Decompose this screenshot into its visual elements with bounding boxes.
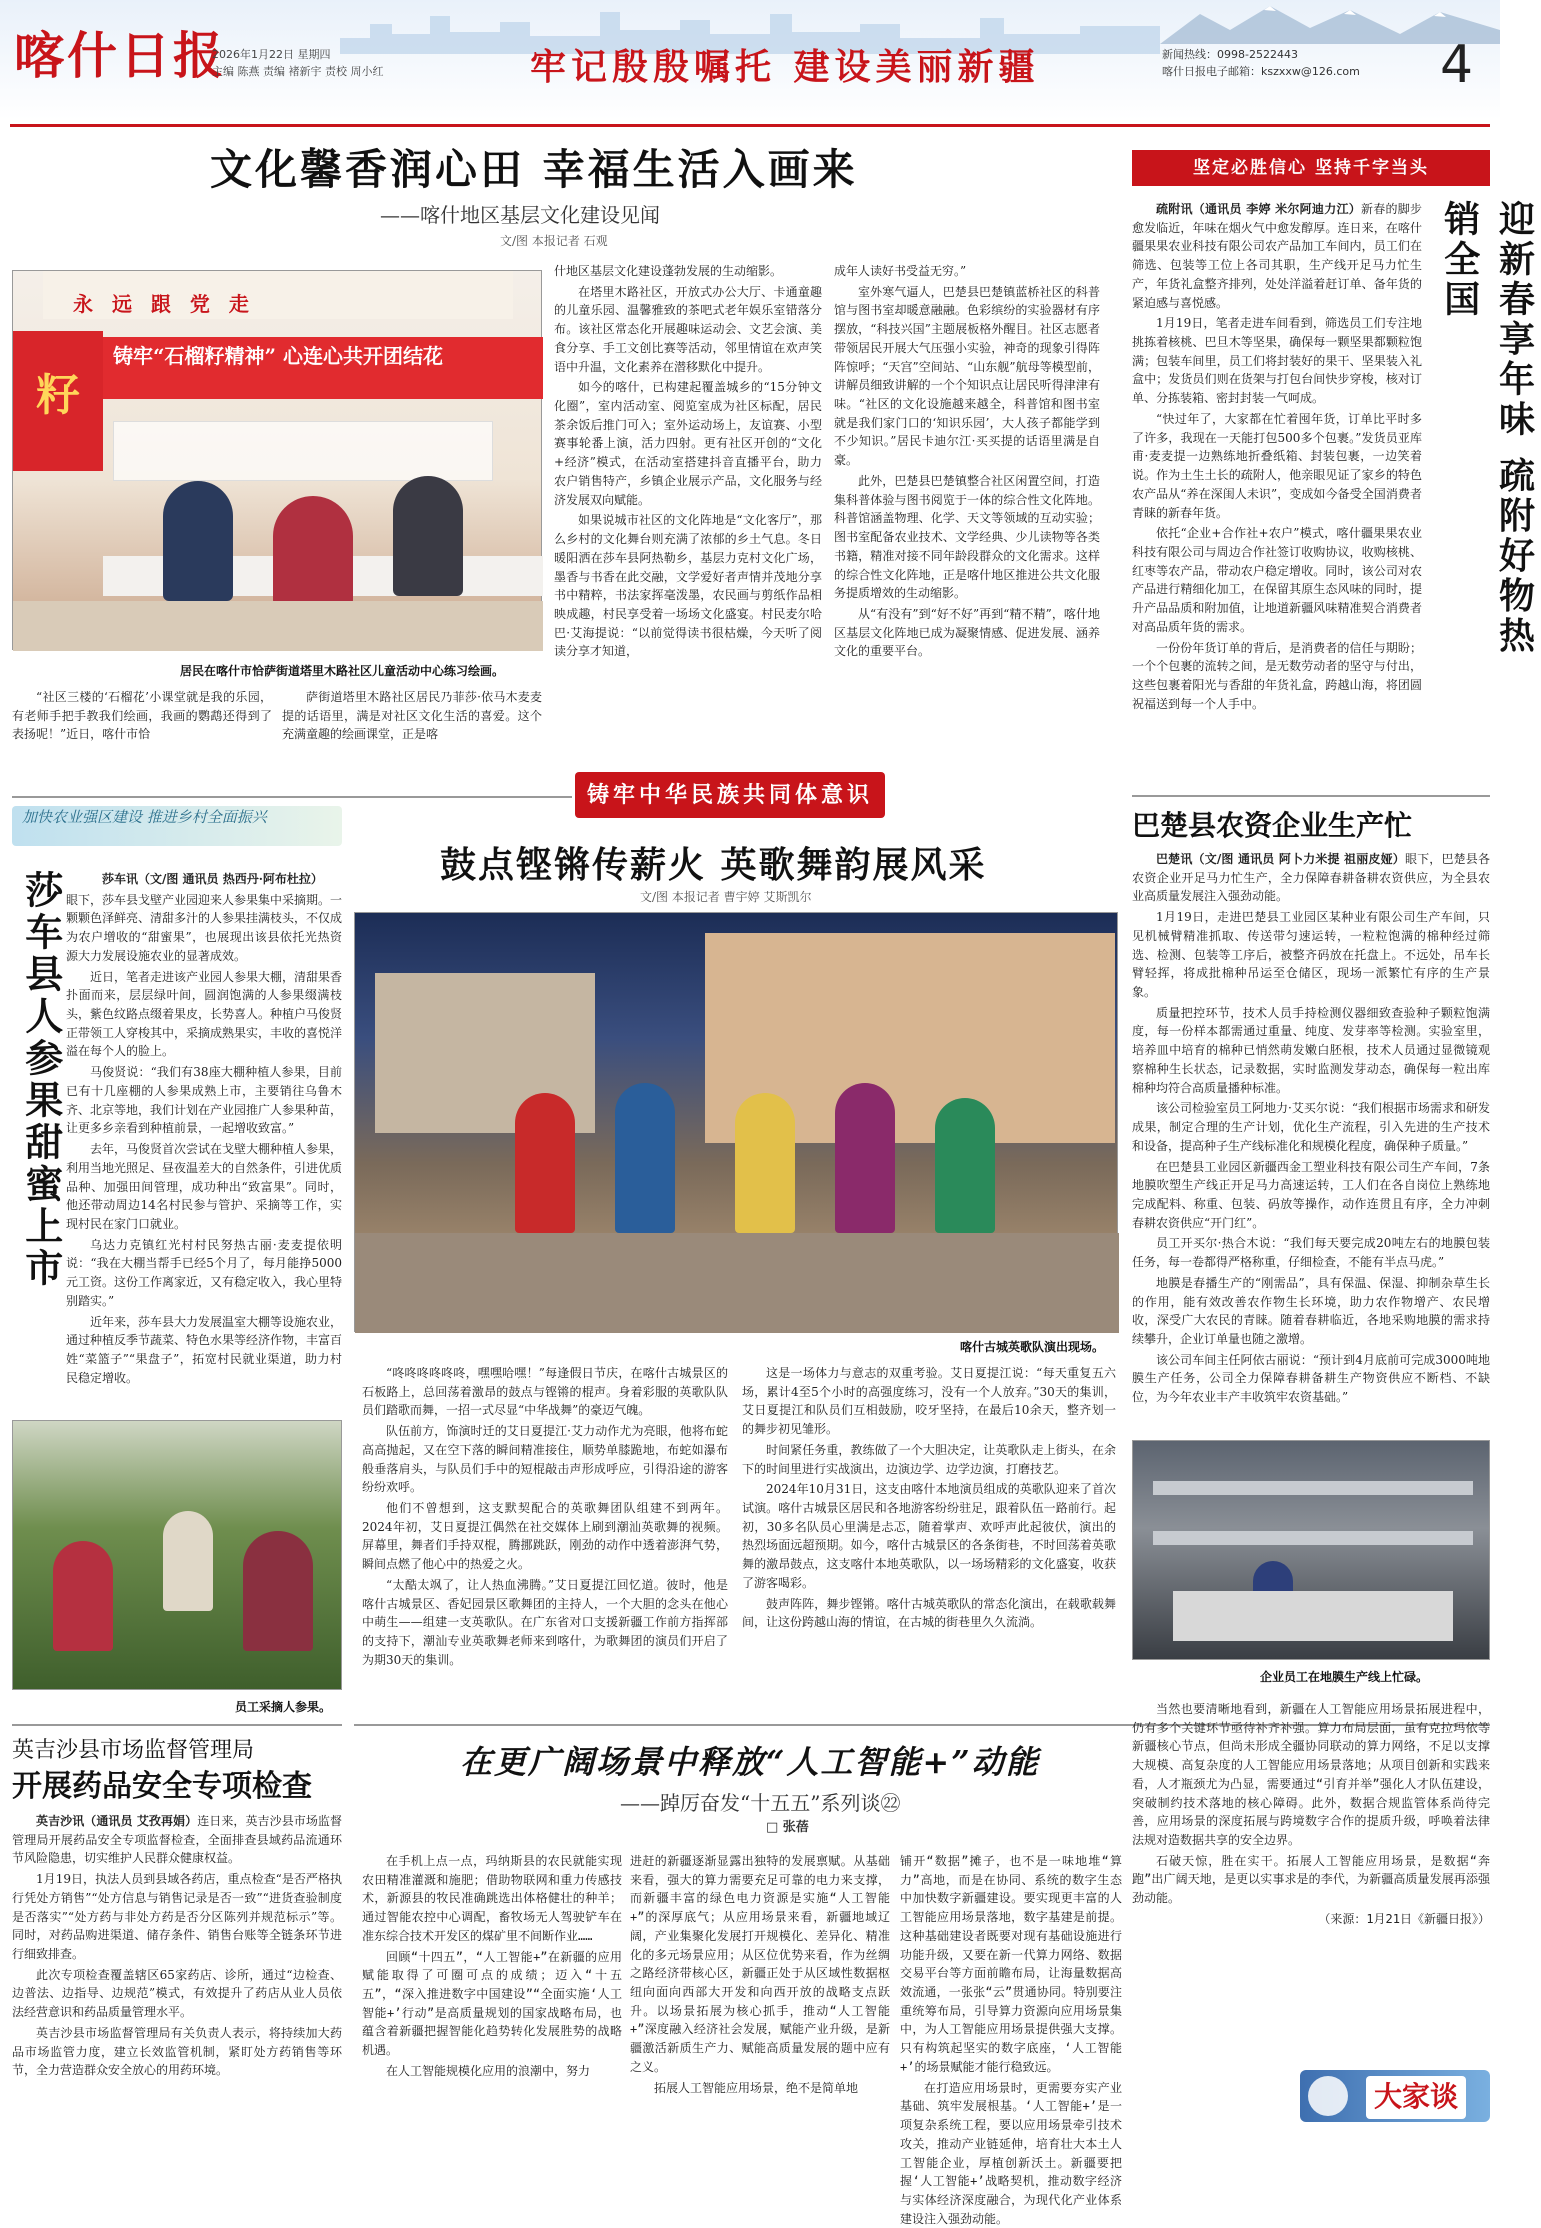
issue-date: 2026年1月22日 星期四 <box>212 48 331 61</box>
lead-subheadline: ——喀什地区基层文化建设见闻 <box>380 203 660 227</box>
header-rule <box>10 124 1490 127</box>
column-name: 大家谈 <box>1366 2076 1466 2119</box>
issue-info <box>212 46 383 80</box>
bachu-byline: 巴楚讯（文/图 通讯员 阿卜力米提 祖丽皮娅） <box>1156 852 1405 866</box>
yingjisha-headline: 开展药品安全专项检查 <box>12 1769 312 1804</box>
yingjisha-byline: 英吉沙讯（通讯员 艾孜再娟） <box>36 1814 198 1828</box>
shufu-headline: 迎新春享年味 疏附好物热销全国 <box>1438 200 1536 657</box>
bachu-article: 巴楚讯（文/图 通讯员 阿卜力米提 祖丽皮娅）眼下，巴楚县各农资企业开足马力忙生产，全力保障春耕备耕农资供应，为全县农业高质量发展注入强劲动能。 1月19日，走进巴楚县工业园区某种业有限公司生产车间，只见机械臂精准抓取、传送带匀速运转，一粒粒饱满的棉种经过筛选、检测、包装等工序后，被整齐码放在托盘上。不远处，吊车长臂轻挥，将成批棉种吊运至仓储区，现场一派繁忙有序的生产景象。 质量把控环节，技术人员手持检测仪器细致查验种子颗粒饱满度，每一份样本都需通过重量、纯度、发芽率等检测。实验室里，培养皿中培育的棉种已悄然萌发嫩白胚根，技术人员通过显微镜观察棉种生长状态，记录数据，实时监测发芽动态，确保每一粒出库棉种均符合高质量播种标准。 该公司检验室员工阿地力·艾买尔说：“我们根据市场需求和研发成果，制定合理的生产计划，优化生产流程，引入先进的生产技术和设备，提高种子生产线标准化和规模化程度，确保种子质量。” 在巴楚县工业园区新疆西金工塑业科技有限公司生产车间，7条地膜吹塑生产线正开足马力高速运转，工人们在各自岗位上熟练地完成配料、称重、包装、码放等操作，动作连贯且有序，全力冲刺春耕农资供应“开门红”。 员工开买尔·热合木说：“我们每天要完成20吨左右的地膜包装任务，每一卷都得严格称重，仔细检查，不能有半点马虎。” 地膜是春播生产的“刚需品”，具有保温、保湿、抑制杂草生长的作用，能有效改善农作物生长环境，助力农作物增产、农民增收，深受广大农民的青睐。随着春耕临近，各地采购地膜的需求持续攀升，企业订单量也随之激增。 该公司车间主任阿依古丽说：“预计到4月底前可完成3000吨地膜生产任务，公司全力保障春耕备耕生产物资供应不断档、不缺位，为今年农业丰产丰收筑牢农资基础。” <box>1132 852 1490 1405</box>
yingjisha-article: 英吉沙讯（通讯员 艾孜再娟）连日来，英吉沙县市场监督管理局开展药品安全专项监督检查，全面排查县域药品流通环节风险隐患，切实维护人民群众健康权益。 1月19日，执法人员到县域各药店，重点检查“是否严格执行凭处方销售”“处方信息与销售记录是否一致”“进货查验制度是否落实”“处方药与非处方药是否分区陈列并规范标示”等。同时，对药品购进渠道、储存条件、销售台账等全链条环节进行细致排查。 此次专项检查覆盖辖区65家药店、诊所，通过“边检查、边普法、边指导、边规范”模式，有效提升了药店从业人员依法经营意识和药品质量管理水平。 英吉沙县市场监督管理局有关负责人表示，将持续加大药品市场监管力度，建立长效监管机制，紧盯处方药销售等环节，全力营造群众安全放心的用药环境。 <box>12 1814 342 2078</box>
ai-column-1: 在手机上点一点，玛纳斯县的农民就能实现农田精准灌溉和施肥；借助物联网和重力传感技术，新源县的牧民准确跳选出体格健壮的种羊；通过智能农控中心调配，畜牧场无人驾驶铲车在准东综合技术开发区的煤矿里不间断作业…… 回顾“十四五”，“人工智能+”在新疆的应用赋能取得了可圈可点的成绩；迈入“十五五”，“深入推进数字中国建设”“全面实施‘人工智能+’行动”是高质量规划的国家战略布局，也蕴含着新疆把握智能化趋势转化发展胜势的战略机遇。 在人工智能规模化应用的浪潮中，努力 <box>362 1854 622 2078</box>
shache-article: 莎车讯（文/图 通讯员 热西丹·阿布杜拉） 眼下，莎车县戈壁产业园迎来人参果集中采摘期。一颗颗色泽鲜亮、清甜多汁的人参果挂满枝头，不仅成为农户增收的“甜蜜果”，也展现出该县依托光热资源大力发展设施农业的显著成效。 近日，笔者走进该产业园人参果大棚，清甜果香扑面而来，层层绿叶间，圆润饱满的人参果缀满枝头，紫色纹路点缀着果皮，长势喜人。种植户马俊贤正带领工人穿梭其中，采摘成熟果实，丰收的喜悦洋溢在每个人的脸上。 马俊贤说：“我们有38座大棚种植人参果，目前已有十几座棚的人参果成熟上市，主要销往乌鲁木齐、北京等地，我们计划在产业园推广人参果种苗，让更多乡亲看到种植前景，一起增收致富。” 去年，马俊贤首次尝试在戈壁大棚种植人参果，利用当地光照足、昼夜温差大的自然条件，引进优质品种、加强田间管理，成功种出“致富果”。同时，他还带动周边14名村民参与管护、采摘等工作，实现村民在家门口就业。 乌达力克镇红光村村民努热古丽·麦麦提依明说：“我在大棚当帮手已经5个月了，每月能挣5000元工资。这份工作离家近，又有稳定收入，我心里特别踏实。” 近年来，莎车县大力发展温室大棚等设施农业，通过种植反季节蔬菜、特色水果等经济作物，丰富百姓“菜篮子”“果盘子”，拓宽村民就业渠道，助力村民稳定增收。 <box>66 872 343 1385</box>
shache-headline: 莎车县人参果甜蜜上市 <box>18 870 64 1290</box>
ai-headline: 在更广阔场景中释放“人工智能+”动能 <box>460 1743 1040 1781</box>
page-number: 4 <box>1440 35 1474 95</box>
ai-column-3: 铺开“数据”摊子，也不是一味地堆“算力”高地，而是在协同、系统的数字生态中加快数字新疆建设。要实现更丰富的人工智能应用场景落地，数字基建是前提。这种基础建设者既要对现有基础设施进行功能升级，又要在新一代算力网络、数据交易平台等方面前瞻布局，让海量数据高效流通，一张张“云”贯通协同。特别要注重统筹布局，引导算力资源向应用场景集中，为人工智能应用场景提供强大支撑。只有构筑起坚实的数字底座，‘人工智能+’的场景赋能才能行稳致远。 在打造应用场景时，更需要夯实产业基础、筑牢发展根基。‘人工智能+’是一项复杂系统工程，要以应用场景牵引技术攻关，推动产业链延伸，培育壮大本土人工智能企业，厚植创新沃土。新疆要把握‘人工智能+’战略契机，推动数字经济与实体经济深度融合，为现代化产业体系建设注入强劲动能。 <box>900 1854 1122 2226</box>
lead-column-1: “社区三楼的‘石榴花’小课堂就是我的乐园，有老师手把手教我们绘画，我画的鹦鹉还得到了表扬呢！”近日，喀什市恰 <box>12 690 272 742</box>
yingge-headline: 鼓点铿锵传薪火 英歌舞韵展风采 <box>440 844 987 886</box>
yingjisha-kicker: 英吉沙县市场监督管理局 <box>12 1738 255 1763</box>
shache-byline: 莎车讯（文/图 通讯员 热西丹·阿布杜拉） <box>102 872 323 886</box>
shufu-article: 疏附讯（通讯员 李婷 米尔阿迪力江）新春的脚步愈发临近，年味在烟火气中愈发醇厚。连日来，在喀什疆果果农业科技有限公司农产品加工车间内，员工们在筛选、包装等工位上各司其职，生产线开足马力忙生产，年货礼盒整齐排列，处处洋溢着赶订单、备年货的紧迫感与喜悦感。 1月19日，笔者走进车间看到，筛选员工们专注地挑拣着核桃、巴旦木等坚果，确保每一颗坚果都颗粒饱满；包装车间里，员工们将封装好的果干、坚果装入礼盒中；发货员们则在货架与打包台间快步穿梭，核对订单、分拣装箱、密封封装一气呵成。 “快过年了，大家都在忙着囤年货，订单比平时多了许多，我现在一天能打包500多个包裹。”发货员亚库甫·麦麦提一边熟练地折叠纸箱、封装包裹，一边笑着说。作为土生土长的疏附人，他亲眼见证了家乡的特色农产品从“养在深闺人未识”，变成如今备受全国消费者青睐的新春年货。 依托“企业+合作社+农户”模式，喀什疆果果农业科技有限公司与周边合作社签订收购协议，收购核桃、红枣等农产品，带动农户稳定增收。同时，该公司对农产品进行精细化加工，在保留其原生态风味的同时，提升产品品质和附加值，让地道新疆风味精准契合消费者对高品质年货的需求。 一份份年货订单的背后，是消费者的信任与期盼；一个个包裹的流转之间，是无数劳动者的坚守与付出，这些包裹着阳光与香甜的年货礼盒，跨越山海，将团圆祝福送到每一个人手中。 <box>1132 202 1422 711</box>
lead-photo <box>12 270 542 650</box>
yingge-column-2: 这是一场体力与意志的双重考验。艾日夏提江说：“每天重复五六场，累计4至5个小时的高强度练习，没有一个人放弃。”30天的集训，艾日夏提江和队员们互相鼓励，咬牙坚持，在最后10余天，整齐划一的舞步初见雏形。 时间紧任务重，教练做了一个大胆决定，让英歌队走上街头，在余下的时间里进行实战演出，边演边学、边学边演，打磨技艺。 2024年10月31日，这支由喀什本地演员组成的英歌队迎来了首次试演。喀什古城景区居民和各地游客纷纷驻足，跟着队伍一路前行。起初，30多名队员心里满是忐忑，随着掌声、欢呼声此起彼伏，演出的热烈场面远超预期。如今，喀什古城景区的各条街巷，不时回荡着英歌舞的激昂鼓点，这支喀什本地英歌队，以一场场精彩的文化盛宴，收获了游客喝彩。 鼓声阵阵，舞步铿锵。喀什古城英歌队的常态化演出，在载歌载舞间，让这份跨越山海的情谊，在古城的街巷里久久流淌。 <box>742 1366 1116 1630</box>
section-tag-left: 加快农业强区建设 推进乡村全面振兴 <box>12 806 342 846</box>
bachu-photo <box>1132 1440 1490 1660</box>
globe-icon <box>1308 2076 1348 2116</box>
divider <box>12 796 572 798</box>
lead-byline: 文/图 本报记者 石观 <box>500 234 608 248</box>
contact-info <box>1162 46 1360 80</box>
lead-headline: 文化馨香润心田 幸福生活入画来 <box>210 145 858 194</box>
column-logo <box>1300 2070 1490 2122</box>
shache-photo-caption: 员工采摘人参果。 <box>235 1700 332 1714</box>
photo-sign-main: 铸牢“石榴籽精神” 心连心共开团结花 <box>103 337 543 399</box>
shache-photo <box>12 1420 342 1690</box>
yingge-column-1: “咚咚咚咚咚咚，嘿嘿哈嘿！”每逢假日节庆，在喀什古城景区的石板路上，总回荡着激昂的鼓点与铿锵的棍声。身着彩服的英歌队队员们踏歌而舞，一招一式尽显“中华战舞”的豪迈气魄。 队伍前方，饰演时迁的艾日夏提江·艾力动作尤为亮眼，他将布蛇高高抛起，又在空下落的瞬间精准接住，顺势单膝跪地，布蛇如瀑布般垂落肩头，与队员们手中的短棍敲击声形成呼应，引得沿途的游客纷纷欢呼。 他们不曾想到，这支默契配合的英歌舞团队组建不到两年。2024年初，艾日夏提江偶然在社交媒体上刷到潮汕英歌舞的视频。屏幕里，舞者们手持双棍，腾挪跳跃，刚劲的动作中透着澎湃气势，瞬间点燃了他心中的热爱之火。 “太酷太飒了，让人热血沸腾。”艾日夏提江回忆道。彼时，他是喀什古城景区、香妃园景区歌舞团的主持人，一个大胆的念头在他心中萌生——组建一支英歌队。在广东省对口支援新疆工作前方指挥部的支持下，潮汕专业英歌舞老师来到喀什，为歌舞团的演员们开启了为期30天的集训。 <box>362 1366 728 1667</box>
yingge-photo <box>354 912 1118 1332</box>
yingge-photo-caption: 喀什古城英歌队演出现场。 <box>960 1340 1105 1354</box>
lead-column-2: 萨街道塔里木路社区居民乃菲莎·依马木麦麦提的话语里，满是对社区文化生活的喜爱。这个充满童趣的绘画课堂，正是喀 <box>282 690 542 742</box>
photo-sign-top: 永 远 跟 党 走 <box>73 292 255 316</box>
bachu-headline: 巴楚县农资企业生产忙 <box>1132 809 1413 842</box>
lead-column-3: 什地区基层文化建设蓬勃发展的生动缩影。 在塔里木路社区，开放式办公大厅、卡通童趣的儿童乐园、温馨雅致的茶吧式老年娱乐室错落分布。该社区常态化开展趣味运动会、文艺会演、美食分享、手工文创比赛等活动，邻里情谊在欢声笑语中升温，文化素养在潜移默化中提升。 如今的喀什，已构建起覆盖城乡的“15分钟文化圈”，室内活动室、阅览室成为社区标配，居民茶余饭后推门可入；室外运动场上，友谊赛、小型赛事轮番上演，活力四射。更有社区开创的“文化+经济”模式，在活动室搭建抖音直播平台，助力农户销售特产，乡镇企业展示产品，文化服务与经济发展双向赋能。 如果说城市社区的文化阵地是“文化客厅”，那么乡村的文化舞台则充满了浓郁的乡土气息。冬日暖阳洒在莎车县阿热勒乡，基层力克村文化广场，墨香与书香在此交融，文学爱好者声情并茂地分享书中精粹，书法家挥毫泼墨，农民画与剪纸作品相映成趣，村民享受着一场场文化盛宴。村民麦尔哈巴·艾海提说：“以前觉得读书很枯燥，今天听了阅读分享才知道， <box>554 264 822 659</box>
ai-author: □ 张蓓 <box>766 1820 809 1835</box>
news-hotline: 新闻热线：0998-2522443 <box>1162 48 1298 61</box>
email-address: 喀什日报电子邮箱：kszxxw@126.com <box>1162 65 1360 79</box>
divider <box>1132 795 1490 797</box>
bachu-photo-caption: 企业员工在地膜生产线上忙碌。 <box>1260 1670 1429 1684</box>
lead-photo-caption: 居民在喀什市恰萨街道塔里木路社区儿童活动中心练习绘画。 <box>180 664 505 678</box>
lead-column-4: 成年人读好书受益无穷。” 室外寒气逼人，巴楚县巴楚镇蓝桥社区的科普馆与图书室却暖意融融。色彩缤纷的实验器材有序摆放，“科技兴国”主题展板格外醒目。社区志愿者带领居民开展大气压强小实验，神奇的现象引得阵阵惊呼；“天宫”空间站、“山东舰”航母等模型前，讲解员细致讲解的一个个知识点让居民听得津津有味。“社区的文化设施越来越全，科普馆和图书室就是我们家门口的‘知识乐园’，大人孩子都能学到不少知识。”居民卡迪尔江·买买提的话语里满是自豪。 此外，巴楚县巴楚镇整合社区闲置空间，打造集科普体验与图书阅览于一体的综合性文化阵地。科普馆涵盖物理、化学、天文等领域的互动实验；图书室配备农业技术、文学经典、少儿读物等各类书籍，精准对接不同年龄段群众的文化需求。这样的综合性文化阵地，正是喀什地区推进公共文化服务提质增效的生动缩影。 从“有没有”到“好不好”再到“精不精”，喀什地区基层文化阵地已成为凝聚情感、促进发展、涵养文化的重要平台。 <box>834 264 1100 659</box>
ai-column-2: 进赶的新疆逐渐显露出独特的发展禀赋。从基础来看，强大的算力需要充足可靠的电力来支撑，而新疆丰富的绿色电力资源是实施“人工智能+”的深厚底气；从应用场景来看，新疆地域辽阔，产业集聚化发展打开规模化、差异化、精准化的多元场景应用；从区位优势来看，作为丝绸之路经济带核心区，新疆正处于从区域性数据枢纽向面向西部大开发和向西开放的战略支点跃升。以场景拓展为核心抓手，推动“人工智能+”深度融入经济社会发展，赋能产业升级，是新疆激活新质生产力、赋能高质量发展的题中应有之义。 拓展人工智能应用场景，绝不是简单地 <box>630 1854 890 2095</box>
divider <box>12 1724 342 1726</box>
editorial-staff: 主编 陈燕 责编 褚新宇 责校 周小红 <box>212 65 384 79</box>
ai-column-4: 当然也要清晰地看到，新疆在人工智能应用场景拓展进程中，仍有多个关键环节亟待补齐补强。算力布局层面，虽有克拉玛依等新疆核心节点，但尚未形成全疆协同联动的算力网络，不足以支撑大规模、高复杂度的人工智能应用场景落地；从项目创新和实践来看，人才瓶颈尤为凸显，需要通过“引育并举”强化人才队伍建设，突破制约技术落地的核心障碍。此外，数据合规监管体系尚待完善，应用场景的深度拓展与跨境数字合作的提质升级，呼唤着法律法规对造数据共享的安全边界。 石破天惊，胜在实干。拓展人工智能应用场景，是数据“奔跑”出广阔天地，是更以实事求是的李代，为新疆高质量发展再添强劲动能。 （来源：1月21日《新疆日报》） <box>1132 1702 1490 1926</box>
yingge-byline: 文/图 本报记者 曹宇婷 艾斯凯尔 <box>640 890 812 904</box>
section-banner-middle: 铸牢中华民族共同体意识 <box>575 772 885 818</box>
masthead-slogan: 牢记殷殷嘱托 建设美丽新疆 <box>530 46 1040 88</box>
section-tag-right: 坚定必胜信心 坚持千字当头 <box>1132 150 1490 186</box>
newspaper-logo: 喀什日报 <box>14 27 226 85</box>
ai-subheadline: ——踔厉奋发“十五五”系列谈㉒ <box>620 1791 901 1815</box>
shufu-byline: 疏附讯（通讯员 李婷 米尔阿迪力江） <box>1156 202 1361 216</box>
photo-red-panel: 籽 <box>13 331 103 471</box>
